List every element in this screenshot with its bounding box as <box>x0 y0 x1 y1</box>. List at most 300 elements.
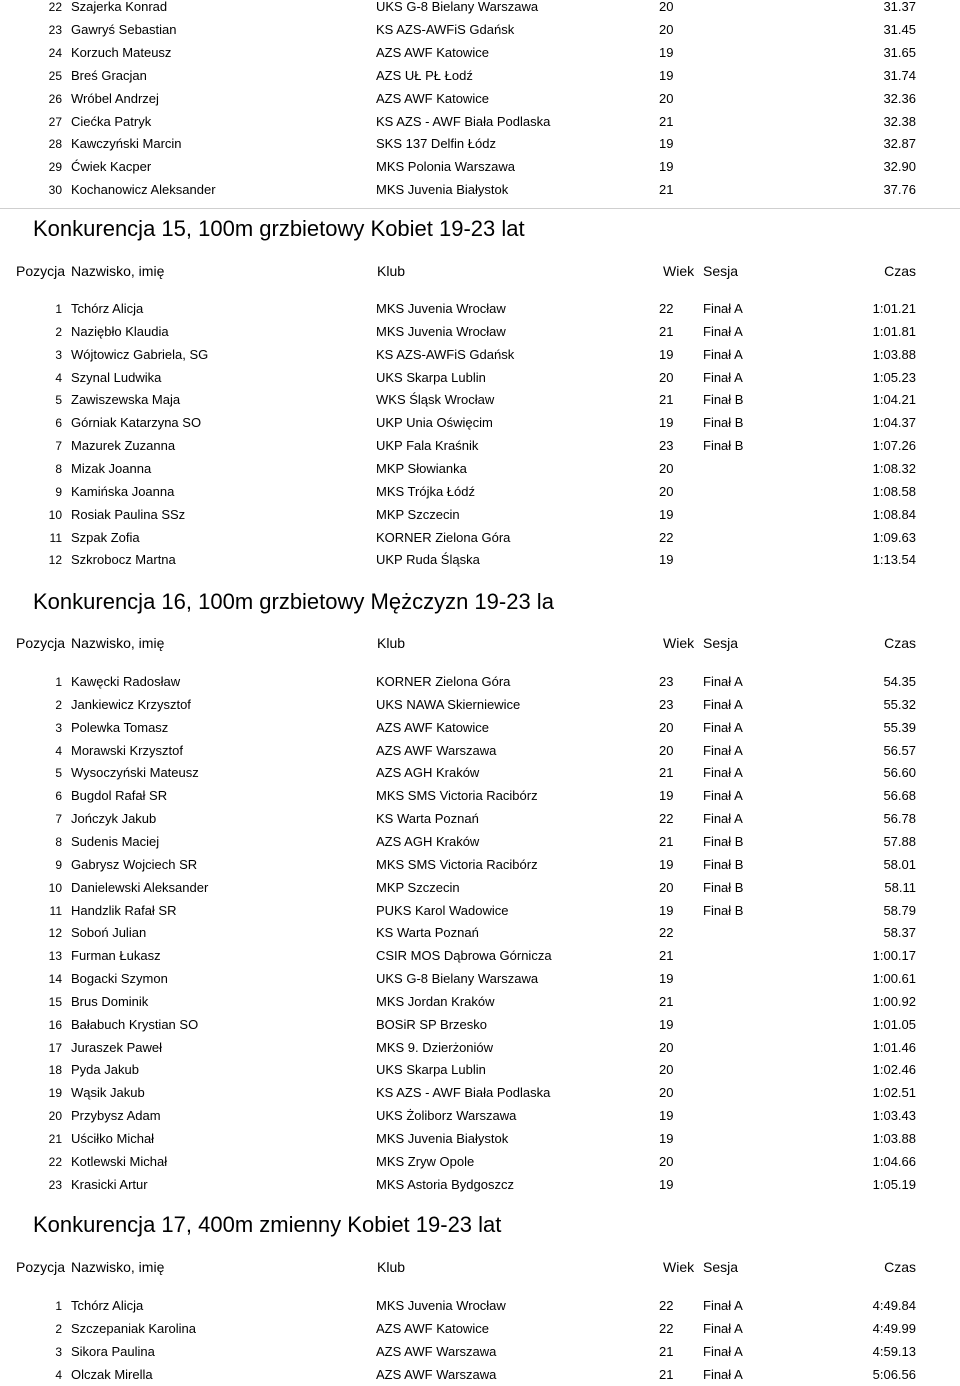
name-cell: Jończyk Jakub <box>71 811 157 827</box>
session-cell: Finał A <box>703 742 743 758</box>
age-cell: 21 <box>659 948 674 964</box>
time-cell: 37.76 <box>883 182 916 198</box>
session-cell: Finał A <box>703 1320 743 1336</box>
time-cell: 1:02.51 <box>872 1085 916 1101</box>
result-row <box>0 88 960 110</box>
age-cell: 19 <box>659 159 674 175</box>
position-cell: 17 <box>48 1040 62 1055</box>
session-cell: Finał A <box>703 1343 743 1359</box>
time-cell: 1:05.23 <box>872 369 916 385</box>
session-cell: Finał B <box>703 902 744 918</box>
club-cell: UKP Fala Kraśnik <box>376 438 479 454</box>
position-cell: 6 <box>55 416 62 431</box>
name-cell: Szynal Ludwika <box>71 369 162 385</box>
session-cell: Finał B <box>703 415 744 431</box>
name-cell: Breś Gracjan <box>71 67 147 83</box>
header-name: Nazwisko, imię <box>71 263 165 279</box>
time-cell: 5:06.56 <box>872 1366 916 1382</box>
session-cell: Finał A <box>703 346 743 362</box>
age-cell: 20 <box>659 1062 674 1078</box>
position-cell: 3 <box>55 347 62 362</box>
club-cell: UKP Ruda Śląska <box>376 552 480 568</box>
club-cell: AZS AWF Warszawa <box>376 742 497 758</box>
result-row <box>0 1341 960 1363</box>
header-time: Czas <box>884 1259 916 1275</box>
club-cell: AZS AGH Kraków <box>376 765 480 781</box>
time-cell: 1:09.63 <box>872 529 916 545</box>
position-cell: 2 <box>55 1321 62 1336</box>
result-row <box>0 133 960 155</box>
result-row <box>0 968 960 990</box>
result-row <box>0 945 960 967</box>
position-cell: 12 <box>48 926 62 941</box>
session-cell: Finał B <box>703 879 744 895</box>
header-session: Sesja <box>703 263 739 279</box>
result-row <box>0 0 960 18</box>
club-cell: AZS AWF Warszawa <box>376 1343 497 1359</box>
age-cell: 21 <box>659 323 674 339</box>
club-cell: KS Warta Poznań <box>376 811 479 827</box>
result-row <box>0 831 960 853</box>
club-cell: AZS AWF Katowice <box>376 44 489 60</box>
position-cell: 14 <box>48 972 62 987</box>
age-cell: 19 <box>659 856 674 872</box>
position-cell: 10 <box>48 507 62 522</box>
name-cell: Kamińska Joanna <box>71 483 175 499</box>
result-row <box>0 1318 960 1340</box>
result-row <box>0 42 960 64</box>
age-cell: 19 <box>659 788 674 804</box>
header-session: Sesja <box>703 1259 739 1275</box>
age-cell: 19 <box>659 1108 674 1124</box>
header-name: Nazwisko, imię <box>71 635 165 651</box>
club-cell: AZS AWF Katowice <box>376 719 489 735</box>
position-cell: 11 <box>49 903 62 918</box>
club-cell: PUKS Karol Wadowice <box>376 902 509 918</box>
name-cell: Handzlik Rafał SR <box>71 902 177 918</box>
result-row <box>0 65 960 87</box>
header-time: Czas <box>884 263 916 279</box>
time-cell: 1:01.05 <box>872 1016 916 1032</box>
club-cell: BOSiR SP Brzesko <box>376 1016 488 1032</box>
position-cell: 16 <box>48 1017 62 1032</box>
age-cell: 19 <box>659 136 674 152</box>
column-header <box>0 261 960 281</box>
name-cell: Brus Dominik <box>71 993 149 1009</box>
name-cell: Polewka Tomasz <box>71 719 169 735</box>
club-cell: AZS UŁ PŁ Łodź <box>376 67 473 83</box>
name-cell: Szczepaniak Karolina <box>71 1320 197 1336</box>
club-cell: KS AZS - AWF Biała Podlaska <box>376 1085 551 1101</box>
age-cell: 22 <box>659 925 674 941</box>
name-cell: Wąsik Jakub <box>71 1085 145 1101</box>
result-row <box>0 1105 960 1127</box>
session-cell: Finał A <box>703 301 743 316</box>
position-cell: 8 <box>55 461 62 476</box>
time-cell: 1:04.66 <box>872 1153 916 1169</box>
club-cell: MKS Juvenia Wrocław <box>376 301 506 316</box>
age-cell: 22 <box>659 1320 674 1336</box>
result-row <box>0 1059 960 1081</box>
session-cell: Finał A <box>703 719 743 735</box>
time-cell: 1:08.58 <box>872 483 916 499</box>
time-cell: 56.60 <box>883 765 916 781</box>
position-cell: 5 <box>55 393 62 408</box>
name-cell: Bugdol Rafał SR <box>71 788 168 804</box>
result-row <box>0 321 960 343</box>
result-row <box>0 1295 960 1317</box>
time-cell: 1:08.84 <box>872 506 916 522</box>
session-cell: Finał A <box>703 323 743 339</box>
result-row <box>0 785 960 807</box>
name-cell: Tchórz Alicja <box>71 1298 144 1313</box>
club-cell: CSIR MOS Dąbrowa Górnicza <box>376 948 552 964</box>
age-cell: 19 <box>659 902 674 918</box>
time-cell: 1:13.54 <box>872 552 916 568</box>
header-position: Pozycja <box>16 1259 66 1275</box>
position-cell: 15 <box>48 994 62 1009</box>
name-cell: Bogacki Szymon <box>71 971 168 987</box>
club-cell: SKS 137 Delfin Łódz <box>376 136 496 152</box>
time-cell: 54.35 <box>883 674 916 689</box>
club-cell: MKS Juvenia Wrocław <box>376 1298 506 1313</box>
session-cell: Finał B <box>703 392 744 408</box>
position-cell: 23 <box>48 1177 62 1192</box>
result-row <box>0 1364 960 1386</box>
club-cell: WKS Śląsk Wrocław <box>376 392 495 408</box>
session-cell: Finał A <box>703 1298 743 1313</box>
name-cell: Sudenis Maciej <box>71 833 160 849</box>
club-cell: KORNER Zielona Góra <box>376 529 511 545</box>
club-cell: KS AZS-AWFiS Gdańsk <box>376 21 515 37</box>
result-row <box>0 412 960 434</box>
result-row <box>0 762 960 784</box>
position-cell: 1 <box>55 1299 62 1313</box>
age-cell: 19 <box>659 415 674 431</box>
header-age: Wiek <box>663 1259 695 1275</box>
age-cell: 22 <box>659 529 674 545</box>
club-cell: MKS Juvenia Białystok <box>376 182 509 198</box>
time-cell: 31.65 <box>883 44 916 60</box>
position-cell: 9 <box>55 857 62 872</box>
result-row <box>0 694 960 716</box>
age-cell: 19 <box>659 44 674 60</box>
name-cell: Wysoczyński Mateusz <box>71 765 199 781</box>
name-cell: Danielewski Aleksander <box>71 879 209 895</box>
age-cell: 20 <box>659 460 674 476</box>
name-cell: Pyda Jakub <box>71 1062 139 1078</box>
time-cell: 31.45 <box>883 21 916 37</box>
position-cell: 4 <box>55 743 62 758</box>
time-cell: 56.57 <box>883 742 916 758</box>
result-row <box>0 900 960 922</box>
age-cell: 21 <box>659 1366 674 1382</box>
age-cell: 22 <box>659 1298 674 1313</box>
name-cell: Gabrysz Wojciech SR <box>71 856 198 872</box>
time-cell: 1:02.46 <box>872 1062 916 1078</box>
age-cell: 21 <box>659 833 674 849</box>
position-cell: 22 <box>48 0 62 14</box>
time-cell: 4:59.13 <box>872 1343 916 1359</box>
position-cell: 3 <box>55 1344 62 1359</box>
age-cell: 20 <box>659 0 674 14</box>
age-cell: 20 <box>659 483 674 499</box>
section-title: Konkurencja 16, 100m grzbietowy Mężczyzn 19-23 la <box>33 589 554 614</box>
age-cell: 20 <box>659 21 674 37</box>
time-cell: 1:03.88 <box>872 1131 916 1146</box>
club-cell: MKS 9. Dzierżoniów <box>376 1039 494 1055</box>
session-cell: Finał B <box>703 438 744 454</box>
club-cell: MKS Trójka Łódź <box>376 483 475 499</box>
header-position: Pozycja <box>16 263 66 279</box>
age-cell: 19 <box>659 971 674 987</box>
header-age: Wiek <box>663 263 695 279</box>
name-cell: Rosiak Paulina SSz <box>71 506 186 522</box>
position-cell: 22 <box>48 1154 62 1169</box>
position-cell: 2 <box>55 324 62 339</box>
position-cell: 6 <box>55 789 62 804</box>
header-name: Nazwisko, imię <box>71 1259 165 1275</box>
time-cell: 4:49.84 <box>872 1298 916 1313</box>
section-title: Konkurencja 15, 100m grzbietowy Kobiet 19-23 lat <box>33 216 525 241</box>
result-row <box>0 19 960 41</box>
age-cell: 20 <box>659 1085 674 1101</box>
age-cell: 19 <box>659 1131 674 1146</box>
position-cell: 1 <box>55 302 62 316</box>
position-cell: 4 <box>55 1367 62 1382</box>
name-cell: Uściłko Michał <box>71 1131 155 1146</box>
club-cell: MKP Szczecin <box>376 506 460 522</box>
age-cell: 22 <box>659 811 674 827</box>
result-row <box>0 717 960 739</box>
position-cell: 19 <box>48 1086 62 1101</box>
result-row <box>0 111 960 133</box>
position-cell: 23 <box>48 22 62 37</box>
name-cell: Mizak Joanna <box>71 460 152 476</box>
club-cell: UKS Skarpa Lublin <box>376 369 486 385</box>
time-cell: 31.74 <box>883 67 916 83</box>
name-cell: Szajerka Konrad <box>71 0 168 14</box>
position-cell: 2 <box>55 697 62 712</box>
header-age: Wiek <box>663 635 695 651</box>
section-title: Konkurencja 17, 400m zmienny Kobiet 19-23 lat <box>33 1212 502 1237</box>
result-row <box>0 1128 960 1150</box>
position-cell: 24 <box>48 45 62 60</box>
time-cell: 58.01 <box>883 856 916 872</box>
result-row <box>0 549 960 571</box>
club-cell: KS AZS - AWF Biała Podlaska <box>376 113 551 129</box>
age-cell: 21 <box>659 765 674 781</box>
age-cell: 19 <box>659 1176 674 1192</box>
club-cell: MKS SMS Victoria Racibórz <box>376 856 538 872</box>
position-cell: 9 <box>55 484 62 499</box>
club-cell: MKS SMS Victoria Racibórz <box>376 788 538 804</box>
result-row <box>0 991 960 1013</box>
time-cell: 1:08.32 <box>872 460 916 476</box>
session-cell: Finał A <box>703 811 743 827</box>
club-cell: AZS AWF Katowice <box>376 90 489 106</box>
name-cell: Naziębło Klaudia <box>71 323 169 339</box>
age-cell: 21 <box>659 113 674 129</box>
result-row <box>0 1151 960 1173</box>
name-cell: Przybysz Adam <box>71 1108 161 1124</box>
header-club: Klub <box>377 263 406 279</box>
age-cell: 20 <box>659 879 674 895</box>
position-cell: 18 <box>48 1063 62 1078</box>
time-cell: 57.88 <box>883 833 916 849</box>
position-cell: 13 <box>48 949 62 964</box>
session-cell: Finał A <box>703 369 743 385</box>
time-cell: 32.87 <box>883 136 916 152</box>
position-cell: 11 <box>49 530 62 545</box>
session-cell: Finał A <box>703 765 743 781</box>
time-cell: 1:04.21 <box>872 392 916 408</box>
time-cell: 1:00.92 <box>872 993 916 1009</box>
position-cell: 1 <box>55 675 62 689</box>
time-cell: 1:01.21 <box>872 301 916 316</box>
age-cell: 20 <box>659 1153 674 1169</box>
time-cell: 4:49.99 <box>872 1320 916 1336</box>
time-cell: 1:01.46 <box>872 1039 916 1055</box>
header-position: Pozycja <box>16 635 66 651</box>
position-cell: 28 <box>48 137 62 152</box>
name-cell: Szkrobocz Martna <box>71 552 176 568</box>
name-cell: Kotlewski Michał <box>71 1153 168 1169</box>
time-cell: 1:00.61 <box>872 971 916 987</box>
header-club: Klub <box>377 1259 406 1275</box>
result-row <box>0 1014 960 1036</box>
name-cell: Jankiewicz Krzysztof <box>71 696 191 712</box>
section-divider <box>0 208 960 209</box>
time-cell: 31.37 <box>883 0 916 14</box>
age-cell: 21 <box>659 392 674 408</box>
age-cell: 19 <box>659 1016 674 1032</box>
result-row <box>0 671 960 693</box>
club-cell: MKS Zryw Opole <box>376 1153 475 1169</box>
result-row <box>0 367 960 389</box>
session-cell: Finał A <box>703 1366 743 1382</box>
club-cell: MKP Słowianka <box>376 460 467 476</box>
club-cell: KS AZS-AWFiS Gdańsk <box>376 346 515 362</box>
position-cell: 7 <box>55 812 62 827</box>
result-row <box>0 458 960 480</box>
age-cell: 21 <box>659 1343 674 1359</box>
time-cell: 1:01.81 <box>872 323 916 339</box>
result-row <box>0 527 960 549</box>
time-cell: 55.39 <box>883 719 916 735</box>
result-row <box>0 344 960 366</box>
result-row <box>0 481 960 503</box>
club-cell: MKS Jordan Kraków <box>376 993 495 1009</box>
position-cell: 8 <box>55 834 62 849</box>
name-cell: Mazurek Zuzanna <box>71 438 176 454</box>
result-row <box>0 298 960 320</box>
name-cell: Soboń Julian <box>71 925 147 941</box>
club-cell: KS Warta Poznań <box>376 925 479 941</box>
club-cell: UKP Unia Oświęcim <box>376 415 493 431</box>
position-cell: 4 <box>55 370 62 385</box>
result-row <box>0 740 960 762</box>
name-cell: Wróbel Andrzej <box>71 90 159 106</box>
result-row <box>0 1174 960 1196</box>
position-cell: 30 <box>48 183 62 198</box>
position-cell: 29 <box>48 160 62 175</box>
time-cell: 1:03.43 <box>872 1108 916 1124</box>
name-cell: Ćwiek Kacper <box>71 159 152 175</box>
time-cell: 58.11 <box>884 879 916 895</box>
club-cell: UKS Skarpa Lublin <box>376 1062 486 1078</box>
result-row <box>0 922 960 944</box>
age-cell: 23 <box>659 696 674 712</box>
age-cell: 21 <box>659 993 674 1009</box>
name-cell: Sikora Paulina <box>71 1343 155 1359</box>
age-cell: 20 <box>659 1039 674 1055</box>
position-cell: 7 <box>55 439 62 454</box>
time-cell: 1:04.37 <box>872 415 916 431</box>
name-cell: Olczak Mirella <box>71 1366 153 1382</box>
age-cell: 19 <box>659 552 674 568</box>
result-row <box>0 156 960 178</box>
session-cell: Finał B <box>703 833 744 849</box>
position-cell: 3 <box>55 720 62 735</box>
time-cell: 1:00.17 <box>872 948 916 964</box>
result-row <box>0 1082 960 1104</box>
age-cell: 20 <box>659 90 674 106</box>
time-cell: 32.36 <box>883 90 916 106</box>
header-club: Klub <box>377 635 406 651</box>
time-cell: 1:07.26 <box>872 438 916 454</box>
position-cell: 5 <box>55 766 62 781</box>
position-cell: 26 <box>48 91 62 106</box>
name-cell: Górniak Katarzyna SO <box>71 415 202 431</box>
age-cell: 23 <box>659 674 674 689</box>
name-cell: Morawski Krzysztof <box>71 742 183 758</box>
club-cell: MKP Szczecin <box>376 879 460 895</box>
age-cell: 19 <box>659 506 674 522</box>
club-cell: MKS Juvenia Wrocław <box>376 323 506 339</box>
time-cell: 32.90 <box>883 159 916 175</box>
position-cell: 20 <box>48 1109 62 1124</box>
name-cell: Kawęcki Radosław <box>71 674 181 689</box>
name-cell: Juraszek Paweł <box>71 1039 163 1055</box>
position-cell: 27 <box>48 114 62 129</box>
club-cell: MKS Astoria Bydgoszcz <box>376 1176 514 1192</box>
time-cell: 56.78 <box>883 811 916 827</box>
result-row <box>0 435 960 457</box>
club-cell: AZS AGH Kraków <box>376 833 480 849</box>
result-row <box>0 877 960 899</box>
name-cell: Zawiszewska Maja <box>71 392 181 408</box>
age-cell: 21 <box>659 182 674 198</box>
result-row <box>0 1037 960 1059</box>
position-cell: 10 <box>48 880 62 895</box>
time-cell: 56.68 <box>883 788 916 804</box>
result-row <box>0 389 960 411</box>
name-cell: Wójtowicz Gabriela, SG <box>71 346 209 362</box>
club-cell: UKS NAWA Skierniewice <box>376 696 521 712</box>
session-cell: Finał A <box>703 674 743 689</box>
time-cell: 32.38 <box>883 113 916 129</box>
club-cell: UKS G-8 Bielany Warszawa <box>376 0 539 14</box>
time-cell: 58.37 <box>883 925 916 941</box>
club-cell: UKS Żoliborz Warszawa <box>376 1108 517 1124</box>
position-cell: 25 <box>48 68 62 83</box>
club-cell: AZS AWF Katowice <box>376 1320 489 1336</box>
name-cell: Kochanowicz Aleksander <box>71 182 216 198</box>
club-cell: MKS Juvenia Białystok <box>376 1131 509 1146</box>
name-cell: Korzuch Mateusz <box>71 44 172 60</box>
column-header <box>0 1257 960 1277</box>
